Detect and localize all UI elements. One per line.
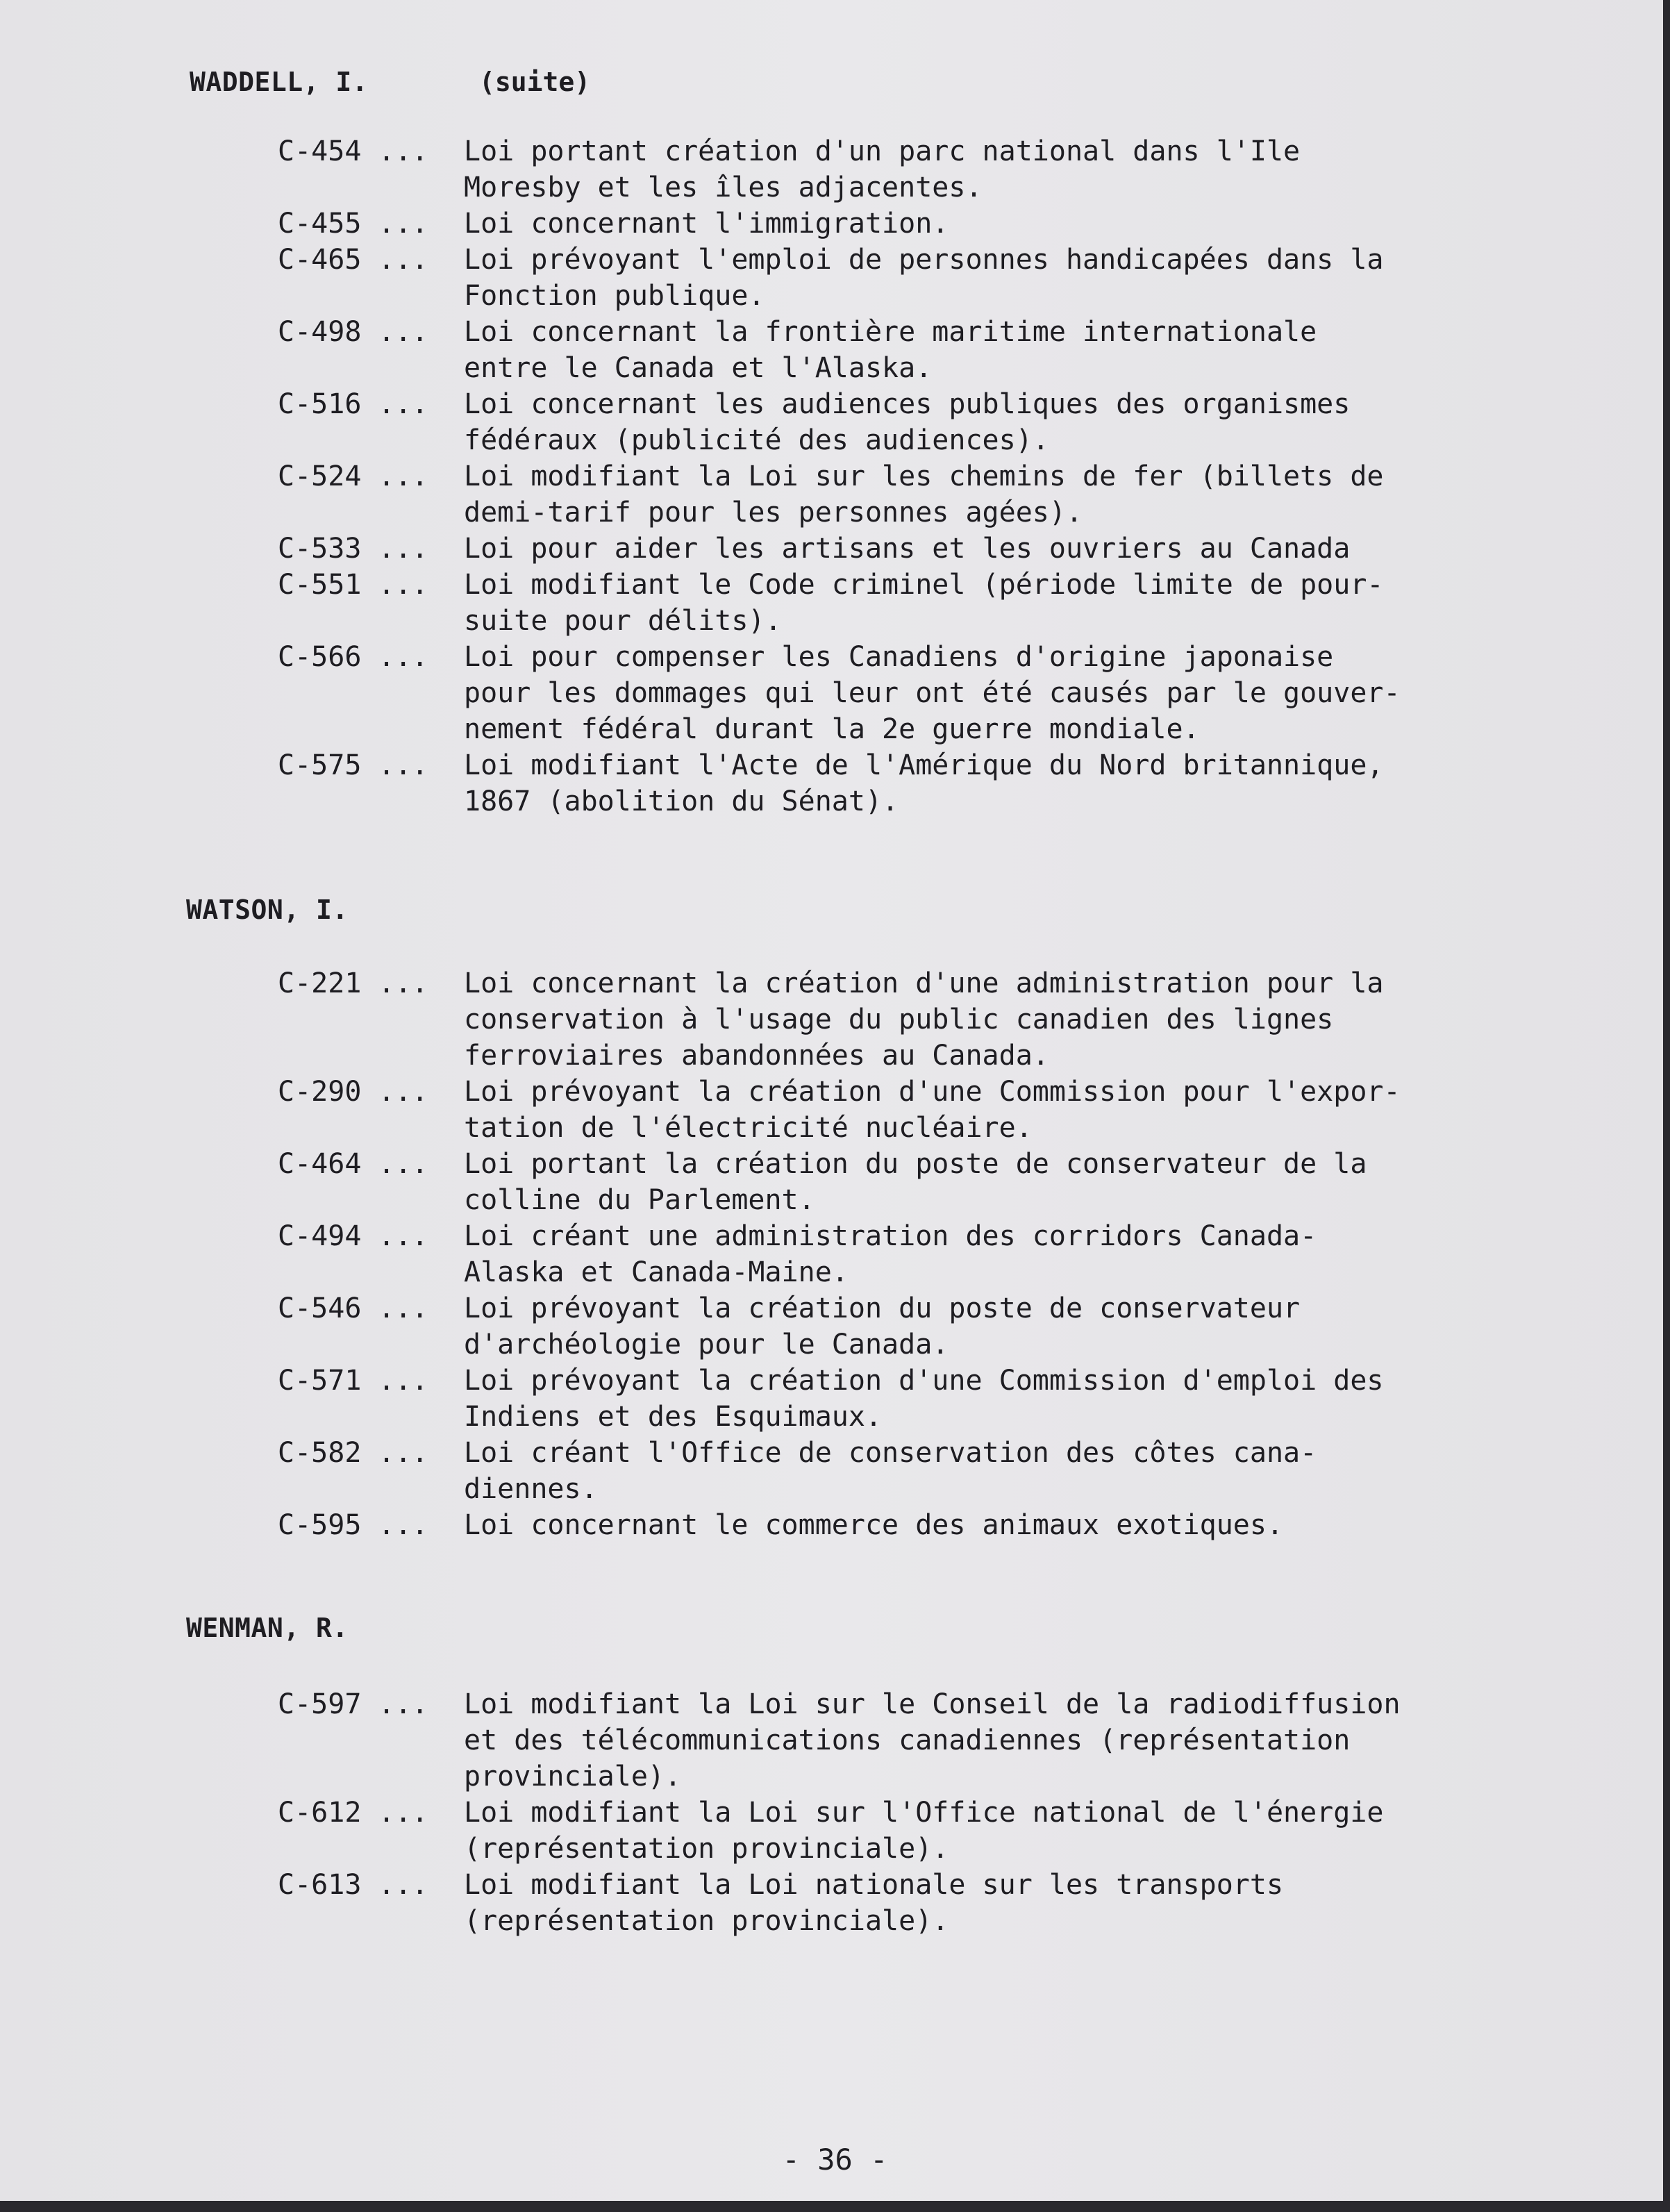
bill-description: Loi concernant la frontière maritime internationale entre le Canada et l'Alaska.	[464, 316, 1317, 384]
bill-description: Loi modifiant la Loi sur l'Office national de l'énergie (représentation provinciale).	[464, 1797, 1384, 1865]
bill-code: C-221 ...	[278, 967, 428, 999]
bill-entry	[0, 747, 1478, 820]
bill-entry	[0, 242, 1478, 314]
bill-entry	[0, 531, 1478, 567]
bill-description: Loi concernant les audiences publiques des organismes fédéraux (publicité des audiences).	[464, 388, 1351, 456]
bill-description: Loi concernant l'immigration.	[464, 208, 949, 240]
bill-code: C-575 ...	[278, 749, 428, 781]
bill-code: C-546 ...	[278, 1292, 428, 1324]
bill-entry	[0, 1218, 1478, 1290]
bill-code: C-290 ...	[278, 1076, 428, 1108]
bill-description: Loi modifiant l'Acte de l'Amérique du Nord britannique, 1867 (abolition du Sénat).	[464, 749, 1384, 817]
bill-description: Loi prévoyant la création d'une Commission pour l'expor- tation de l'électricité nucléaire.	[464, 1076, 1401, 1144]
bill-entry	[0, 1795, 1478, 1867]
bill-description: Loi portant la création du poste de conservateur de la colline du Parlement.	[464, 1148, 1367, 1216]
bill-code: C-498 ...	[278, 316, 428, 348]
bill-entry	[0, 314, 1478, 386]
bill-description: Loi concernant la création d'une administration pour la conservation à l'usage du public canadien des lignes ferroviaires abandonnées au Canada.	[464, 967, 1384, 1072]
bill-entry	[0, 639, 1478, 747]
bill-code: C-533 ...	[278, 533, 428, 565]
bill-description: Loi prévoyant l'emploi de personnes handicapées dans la Fonction publique.	[464, 244, 1384, 312]
page-number: - 36 -	[782, 2143, 888, 2177]
bill-entry	[0, 1146, 1478, 1218]
bill-description: Loi créant une administration des corridors Canada- Alaska et Canada-Maine.	[464, 1220, 1317, 1288]
scan-bottom-edge	[0, 2201, 1670, 2212]
bill-description: Loi modifiant la Loi sur les chemins de fer (billets de demi-tarif pour les personnes agées).	[464, 460, 1384, 529]
bill-code: C-494 ...	[278, 1220, 428, 1252]
bill-description: Loi prévoyant la création du poste de conservateur d'archéologie pour le Canada.	[464, 1292, 1301, 1361]
bill-entry	[0, 206, 1478, 242]
section-heading-wenman: WENMAN, R.	[186, 1613, 349, 1643]
bill-code: C-516 ...	[278, 388, 428, 420]
bill-code: C-465 ...	[278, 244, 428, 276]
bill-code: C-613 ...	[278, 1869, 428, 1901]
bill-description: Loi pour compenser les Canadiens d'origine japonaise pour les dommages qui leur ont été causés par le gouver- nement fédéral durant la 2e guerre mondiale.	[464, 641, 1401, 745]
bill-entry	[0, 133, 1478, 206]
bill-entry	[0, 1686, 1478, 1795]
bill-code: C-612 ...	[278, 1797, 428, 1829]
bill-description: Loi prévoyant la création d'une Commission d'emploi des Indiens et des Esquimaux.	[464, 1365, 1384, 1433]
bill-description: Loi modifiant le Code criminel (période limite de pour- suite pour délits).	[464, 569, 1384, 637]
bill-description: Loi pour aider les artisans et les ouvriers au Canada	[464, 533, 1351, 565]
bill-description: Loi concernant le commerce des animaux exotiques.	[464, 1509, 1284, 1541]
bill-code: C-571 ...	[278, 1365, 428, 1397]
bill-entry	[0, 386, 1478, 458]
bill-code: C-597 ...	[278, 1688, 428, 1720]
bill-entry	[0, 458, 1478, 531]
bill-code: C-464 ...	[278, 1148, 428, 1180]
bill-description: Loi créant l'Office de conservation des côtes cana- diennes.	[464, 1437, 1317, 1505]
bill-code: C-551 ...	[278, 569, 428, 601]
bill-entry	[0, 1074, 1478, 1146]
entry-list-wenman	[0, 1686, 1478, 1939]
bill-entry	[0, 1507, 1478, 1543]
entry-list-watson	[0, 965, 1478, 1543]
bill-code: C-595 ...	[278, 1509, 428, 1541]
bill-entry	[0, 567, 1478, 639]
entry-list-waddell	[0, 133, 1478, 820]
bill-code: C-455 ...	[278, 208, 428, 240]
bill-entry	[0, 965, 1478, 1074]
section-heading-watson: WATSON, I.	[186, 895, 349, 925]
section-heading-waddell: WADDELL, I.	[190, 67, 369, 97]
bill-code: C-524 ...	[278, 460, 428, 492]
bill-entry	[0, 1290, 1478, 1363]
scan-edge-shadow	[1663, 0, 1670, 2212]
bill-description: Loi modifiant la Loi nationale sur les transports (représentation provinciale).	[464, 1869, 1284, 1937]
bill-code: C-582 ...	[278, 1437, 428, 1469]
bill-entry	[0, 1363, 1478, 1435]
bill-description: Loi modifiant la Loi sur le Conseil de la radiodiffusion et des télécommunications canadiennes (représentation provinciale).	[464, 1688, 1401, 1793]
section-suffix-suite: (suite)	[479, 67, 591, 97]
bill-entry	[0, 1435, 1478, 1507]
bill-description: Loi portant création d'un parc national dans l'Ile Moresby et les îles adjacentes.	[464, 135, 1301, 203]
bill-code: C-454 ...	[278, 135, 428, 167]
bill-entry	[0, 1867, 1478, 1939]
bill-code: C-566 ...	[278, 641, 428, 673]
